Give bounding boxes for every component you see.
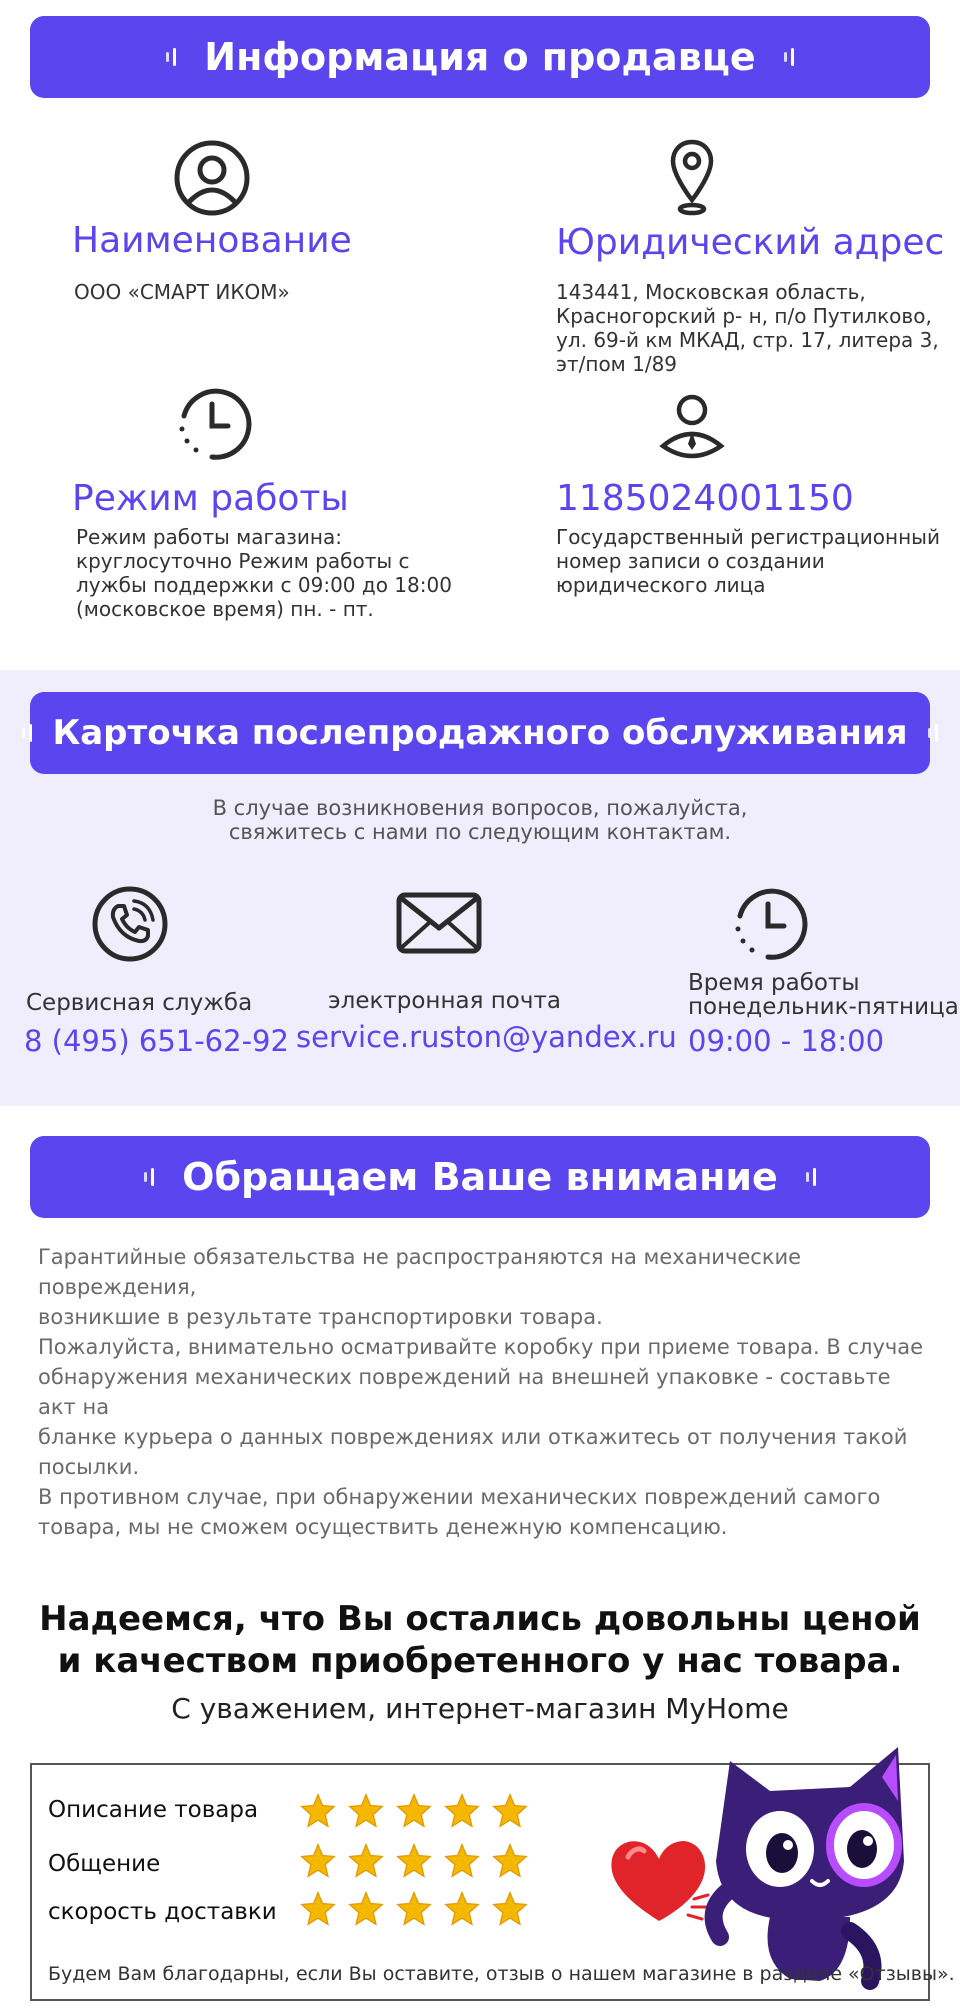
star-icon bbox=[300, 1793, 336, 1829]
phone-icon bbox=[90, 884, 170, 964]
star-icon bbox=[348, 1891, 384, 1927]
notice-line: бланке курьера о данных повреждениях или откажитесь от получения такой bbox=[38, 1425, 908, 1449]
star-icon bbox=[348, 1793, 384, 1829]
thanks-line: и качеством приобретенного у нас товара. bbox=[57, 1641, 903, 1681]
address-line: 143441, Московская область, bbox=[556, 280, 866, 304]
banner-bars-icon bbox=[928, 724, 938, 742]
notice-paragraph bbox=[38, 1332, 928, 1482]
rating-box bbox=[30, 1763, 955, 2001]
rating-label-communication: Общение bbox=[48, 1851, 161, 1877]
address-line: ул. 69-й км МКАД, стр. 17, литера 3, bbox=[556, 328, 939, 352]
work-hours-text bbox=[76, 525, 452, 621]
star-icon bbox=[444, 1793, 480, 1829]
star-icon bbox=[300, 1891, 336, 1927]
banner-bars-icon bbox=[144, 1168, 154, 1186]
phone-label: Сервисная служба bbox=[26, 990, 253, 1016]
person-id-icon bbox=[658, 392, 726, 464]
rating-stars-description bbox=[300, 1793, 528, 1829]
intro-line: свяжитесь с нами по следующим контактам. bbox=[228, 820, 732, 844]
ogrn-line: юридического лица bbox=[556, 573, 766, 597]
hours-line: круглосуточно Режим работы с bbox=[76, 549, 410, 573]
notice-line: обнаружения механических повреждений на внешней упаковке - составьте акт на bbox=[38, 1365, 891, 1419]
clock-icon bbox=[172, 384, 252, 464]
star-icon bbox=[348, 1843, 384, 1879]
location-pin-icon bbox=[668, 138, 716, 218]
email-label: электронная почта bbox=[328, 988, 561, 1014]
star-icon bbox=[396, 1793, 432, 1829]
phone-value[interactable]: 8 (495) 651-62-92 bbox=[24, 1024, 289, 1058]
seller-name-title: Наименование bbox=[72, 220, 352, 261]
clock-icon bbox=[728, 884, 808, 964]
star-icon bbox=[300, 1843, 336, 1879]
work-hours-title: Режим работы bbox=[72, 478, 349, 519]
legal-address-text bbox=[556, 280, 939, 376]
rating-stars-communication bbox=[300, 1843, 528, 1879]
banner-bars-icon bbox=[166, 48, 176, 66]
star-icon bbox=[492, 1793, 528, 1829]
legal-address-title: Юридический адрес bbox=[556, 222, 945, 263]
heart-icon bbox=[604, 1829, 714, 1929]
hours-line: Режим работы магазина: bbox=[76, 525, 342, 549]
banner-bars-icon bbox=[22, 724, 32, 742]
address-line: эт/пом 1/89 bbox=[556, 352, 678, 376]
banner-bars-icon bbox=[784, 48, 794, 66]
notice-line: В противном случае, при обнаружении механических повреждений самого bbox=[38, 1485, 881, 1509]
seller-banner bbox=[30, 16, 930, 98]
envelope-icon bbox=[396, 892, 482, 954]
notice-line: возникшие в результате транспортировки товара. bbox=[38, 1305, 603, 1329]
user-icon bbox=[172, 138, 252, 218]
notice-line: посылки. bbox=[38, 1455, 140, 1479]
ogrn-number: 1185024001150 bbox=[556, 478, 854, 519]
rating-label-delivery: скорость доставки bbox=[48, 1899, 277, 1925]
service-banner bbox=[30, 692, 930, 774]
rating-stars-delivery bbox=[300, 1891, 528, 1927]
service-intro bbox=[0, 796, 960, 844]
hours-line: лужбы поддержки с 09:00 до 18:00 bbox=[76, 573, 452, 597]
star-icon bbox=[444, 1891, 480, 1927]
thanks-line: Надеемся, что Вы остались довольны ценой bbox=[39, 1599, 921, 1639]
star-icon bbox=[444, 1843, 480, 1879]
star-icon bbox=[396, 1891, 432, 1927]
notice-line: Пожалуйста, внимательно осматривайте коробку при приеме товара. В случае bbox=[38, 1335, 924, 1359]
notice-line: товара, мы не сможем осуществить денежную компенсацию. bbox=[38, 1515, 728, 1539]
service-banner-title: Карточка послепродажного обслуживания bbox=[52, 713, 908, 753]
hours-line: (московское время) пн. - пт. bbox=[76, 597, 374, 621]
seller-name-value: ООО «СМАРТ ИКОМ» bbox=[74, 280, 290, 304]
banner-bars-icon bbox=[806, 1168, 816, 1186]
notice-banner-title: Обращаем Ваше внимание bbox=[182, 1155, 778, 1199]
ogrn-description bbox=[556, 525, 940, 597]
notice-line: Гарантийные обязательства не распространяются на механические повреждения, bbox=[38, 1245, 802, 1299]
notice-paragraph bbox=[38, 1242, 928, 1332]
star-icon bbox=[492, 1843, 528, 1879]
rating-label-description: Описание товара bbox=[48, 1797, 259, 1823]
star-icon bbox=[396, 1843, 432, 1879]
star-icon bbox=[492, 1891, 528, 1927]
thanks-heading bbox=[0, 1598, 960, 1682]
service-hours-value: 09:00 - 18:00 bbox=[688, 1024, 885, 1058]
notice-paragraph bbox=[38, 1482, 928, 1542]
address-line: Красногорский р- н, п/о Путилково, bbox=[556, 304, 932, 328]
ogrn-line: Государственный регистрационный bbox=[556, 525, 940, 549]
intro-line: В случае возникновения вопросов, пожалуйста, bbox=[212, 796, 748, 820]
seller-banner-title: Информация о продавце bbox=[204, 35, 756, 79]
mascot-cat-icon bbox=[700, 1741, 928, 1999]
email-value[interactable]: service.ruston@yandex.ru bbox=[296, 1020, 677, 1054]
notice-banner bbox=[30, 1136, 930, 1218]
service-hours-days: понедельник-пятница bbox=[688, 994, 959, 1020]
review-request-note: Будем Вам благодарны, если Вы оставите, отзыв о нашем магазине в разделе «Отзывы». bbox=[48, 1963, 955, 1985]
regards-text: С уважением, интернет-магазин MyHome bbox=[171, 1692, 789, 1725]
ogrn-line: номер записи о создании bbox=[556, 549, 825, 573]
service-hours-label: Время работы bbox=[688, 970, 860, 996]
